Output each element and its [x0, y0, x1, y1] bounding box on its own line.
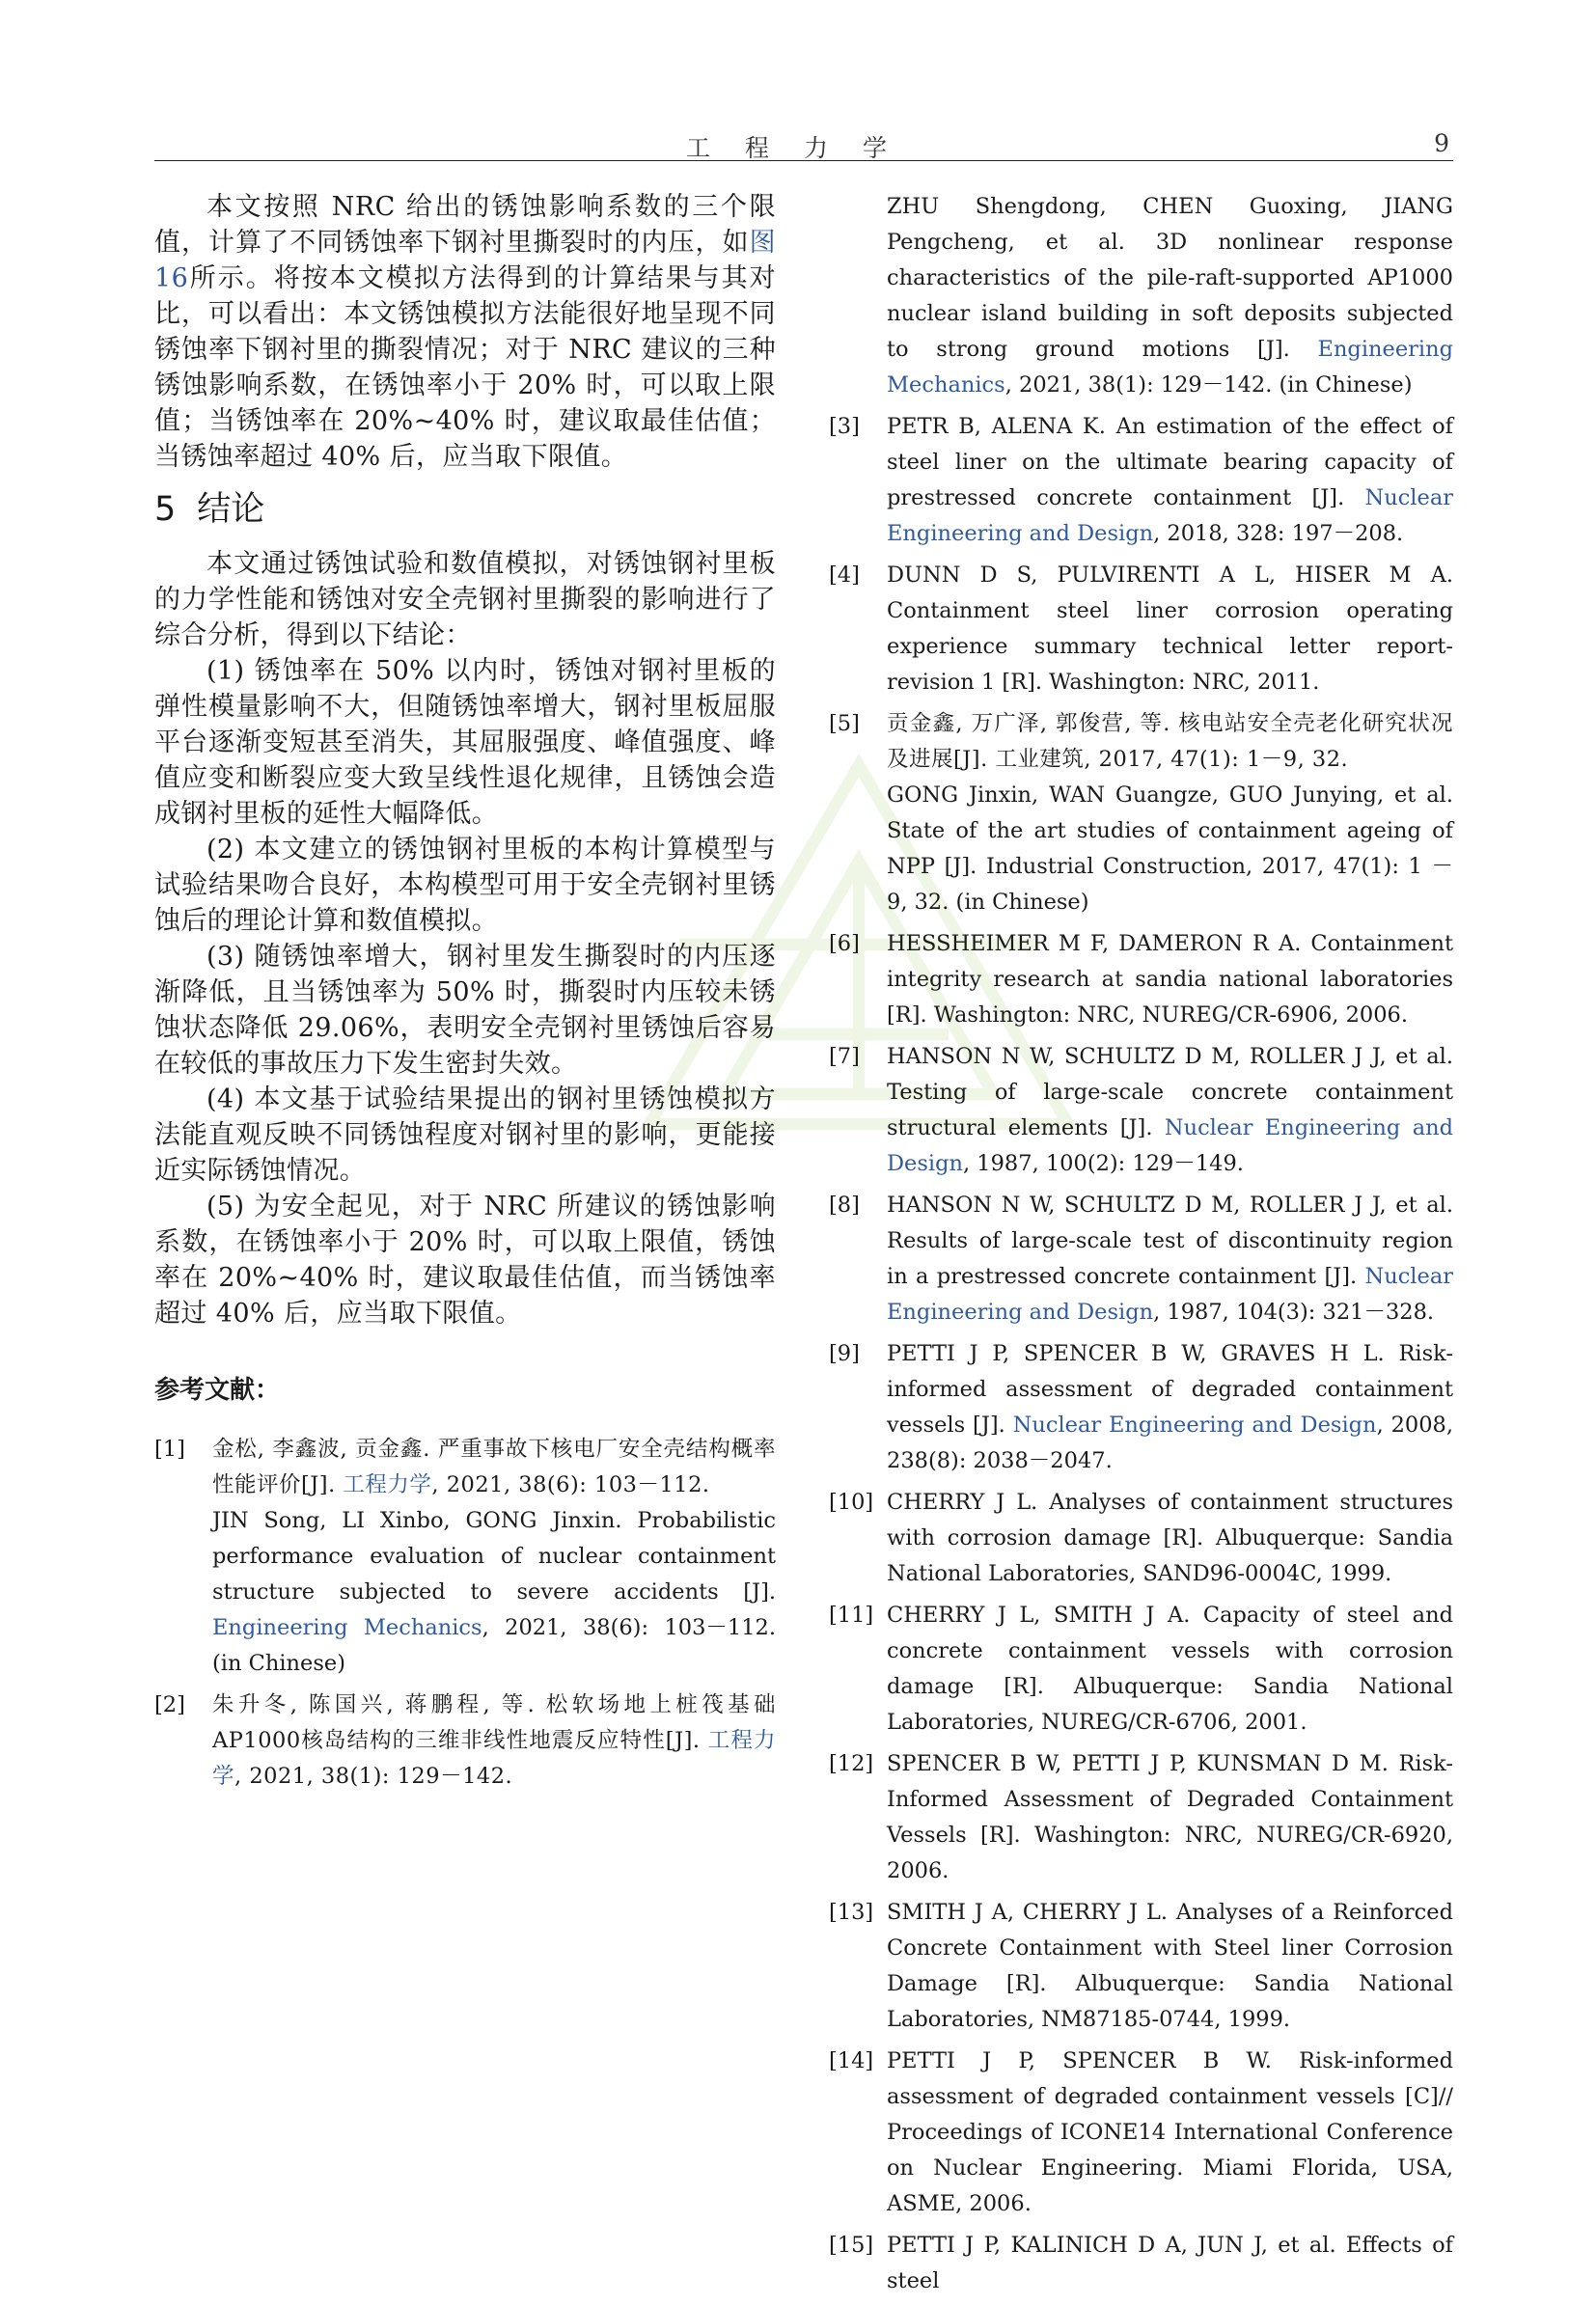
citation-link[interactable]: Engineering Mechanics — [887, 337, 1453, 398]
reference-entry — [829, 1746, 1453, 1889]
reference-english — [887, 1336, 1453, 1479]
reference-english — [212, 1503, 776, 1682]
intro-paragraph — [154, 189, 776, 475]
section-title: 结论 — [197, 490, 265, 529]
reference-number: [5] — [829, 711, 860, 736]
text-run: , 1987, 104(3): 321－328. — [1153, 1300, 1435, 1325]
text-run: CHERRY J L. Analyses of containment structures with corrosion damage [R]. Albuquerque: Sandia National Laboratories, SAND96-0004C, 1999. — [887, 1490, 1453, 1586]
left-column — [154, 189, 776, 1800]
conclusion-item: (1) 锈蚀率在 50% 以内时，锈蚀对钢衬里板的弹性模量影响不大，但随锈蚀率增大，钢衬里板屈服平台逐渐变短甚至消失，其屈服强度、峰值强度、峰值应变和断裂应变大致呈线性退化规律，且锈蚀会造成钢衬里板的延性大幅降低。 — [154, 656, 776, 829]
text-run: PETTI J P, KALINICH D A, JUN J, et al. Effects of steel — [887, 2233, 1453, 2293]
citation-link[interactable]: Nuclear Engineering and Design — [887, 1264, 1453, 1325]
reference-number: [15] — [829, 2233, 874, 2258]
text-run: , 2008, 238(8): 2038－2047. — [887, 1413, 1454, 1473]
reference-chinese — [212, 1432, 776, 1503]
reference-entry — [829, 706, 1453, 920]
references-heading: 参考文献： — [154, 1376, 281, 1405]
text-run: , 2021, 38(6): 103－112. (in Chinese) — [212, 1615, 776, 1676]
text-run: 金松, 李鑫波, 贡金鑫. 严重事故下核电厂安全壳结构概率性能评价[J]. — [212, 1437, 776, 1497]
text-run: GONG Jinxin, WAN Guangze, GUO Junying, et al. State of the art studies of containment ageing of NPP [J]. Industrial Construction, 2017, 47(1): 1 － 9, 32. (in Chinese) — [887, 782, 1453, 915]
reference-entry — [154, 1432, 776, 1682]
text-run: PETTI J P, SPENCER B W, GRAVES H L. Risk-informed assessment of degraded containment vessels [J]. — [887, 1341, 1453, 1438]
text-run: JIN Song, LI Xinbo, GONG Jinxin. Probabilistic performance evaluation of nuclear containment structure subjected to severe accidents [J]. — [212, 1508, 776, 1605]
reference-entry — [829, 926, 1453, 1033]
reference-entry — [829, 1188, 1453, 1331]
reference-entry — [829, 1485, 1453, 1592]
reference-english — [887, 2228, 1453, 2299]
reference-list — [154, 1432, 776, 1795]
text-run: HESSHEIMER M F, DAMERON R A. Containment integrity research at sandia national laboratories [R]. Washington: NRC, NUREG/CR-6906, 2006. — [887, 931, 1453, 1028]
text-run: , 2021, 38(1): 129－142. (in Chinese) — [1004, 372, 1413, 398]
page-number: 9 — [1434, 129, 1449, 157]
reference-entry — [829, 1039, 1453, 1182]
reference-entry — [829, 2044, 1453, 2222]
reference-english — [887, 1485, 1453, 1592]
text-run: ZHU Shengdong, CHEN Guoxing, JIANG Pengcheng, et al. 3D nonlinear response characteristics of the pile-raft-supported AP1000 nuclear island building in soft deposits subjected to strong ground motions [J]. — [887, 194, 1453, 362]
text-run: 本文按照 NRC 给出的锈蚀影响系数的三个限值，计算了不同锈蚀率下钢衬里撕裂时的内压，如 — [154, 192, 776, 258]
text-run: SPENCER B W, PETTI J P, KUNSMAN D M. Risk-Informed Assessment of Degraded Containment Vessels [R]. Washington: NRC, NUREG/CR-6920, 2006. — [887, 1751, 1453, 1883]
citation-link[interactable]: Nuclear Engineering and Design — [887, 485, 1453, 546]
reference-number: [2] — [154, 1692, 185, 1717]
reference-number: [12] — [829, 1751, 874, 1776]
reference-english — [887, 1188, 1453, 1331]
reference-english — [887, 558, 1453, 700]
citation-link[interactable]: 工程力学 — [212, 1728, 776, 1789]
text-run: , 1987, 100(2): 129－149. — [963, 1151, 1244, 1176]
running-header — [154, 125, 1453, 161]
text-run: HANSON N W, SCHULTZ D M, ROLLER J J, et al. Testing of large-scale concrete containment structural elements [J]. — [887, 1044, 1453, 1140]
citation-link[interactable]: Nuclear Engineering and Design — [1012, 1413, 1377, 1438]
text-run: , 2021, 38(6): 103－112. — [431, 1472, 710, 1497]
conclusion-item: (3) 随锈蚀率增大，钢衬里发生撕裂时的内压逐渐降低，且当锈蚀率为 50% 时，撕裂时内压较未锈蚀状态降低 29.06%，表明安全壳钢衬里锈蚀后容易在较低的事故压力下发生密封失效。 — [154, 942, 776, 1079]
reference-number: [10] — [829, 1490, 874, 1515]
reference-continuation — [829, 189, 1453, 403]
right-column — [829, 189, 1453, 2305]
section-heading — [154, 489, 776, 530]
reference-chinese — [887, 706, 1453, 778]
text-run: SMITH J A, CHERRY J L. Analyses of a Reinforced Concrete Containment with Steel liner Corrosion Damage [R]. Albuquerque: Sandia National Laboratories, NM87185-0744, 1999. — [887, 1900, 1453, 2032]
citation-link[interactable]: 工程力学 — [343, 1472, 432, 1497]
reference-english — [887, 1598, 1453, 1741]
text-run: HANSON N W, SCHULTZ D M, ROLLER J J, et al. Results of large-scale test of discontinuity region in a prestressed concrete containment [J]. — [887, 1193, 1453, 1289]
reference-english — [887, 926, 1453, 1033]
reference-number: [11] — [829, 1603, 874, 1628]
text-run: 朱升冬, 陈国兴, 蒋鹏程, 等. 松软场地上桩筏基础 AP1000核岛结构的三维非线性地震反应特性[J]. — [212, 1692, 776, 1753]
reference-english — [887, 409, 1453, 552]
reference-chinese — [212, 1688, 776, 1795]
reference-list — [829, 409, 1453, 2299]
text-run: DUNN D S, PULVIRENTI A L, HISER M A. Containment steel liner corrosion operating experience summary technical letter report-revision 1 [R]. Washington: NRC, 2011. — [887, 563, 1453, 695]
reference-entry — [829, 1598, 1453, 1741]
reference-english — [887, 1039, 1453, 1182]
reference-english — [887, 2044, 1453, 2222]
reference-entry — [154, 1688, 776, 1795]
text-run: , 2021, 38(1): 129－142. — [234, 1764, 513, 1789]
conclusion-item: (2) 本文建立的锈蚀钢衬里板的本构计算模型与试验结果吻合良好，本构模型可用于安全壳钢衬里锈蚀后的理论计算和数值模拟。 — [154, 835, 776, 936]
reference-entry — [829, 1895, 1453, 2038]
citation-link[interactable]: Engineering Mechanics — [212, 1615, 482, 1640]
reference-number: [6] — [829, 931, 860, 956]
journal-title: 工程力学 — [685, 134, 922, 162]
reference-number: [4] — [829, 563, 860, 588]
section-number: 5 — [154, 490, 177, 529]
reference-number: [9] — [829, 1341, 860, 1366]
conclusion-intro: 本文通过锈蚀试验和数值模拟，对锈蚀钢衬里板的力学性能和锈蚀对安全壳钢衬里撕裂的影响进行了综合分析，得到以下结论： — [154, 549, 776, 650]
conclusion-item: (5) 为安全起见，对于 NRC 所建议的锈蚀影响系数，在锈蚀率小于 20% 时，可以取上限值，锈蚀率在 20%~40% 时，建议取最佳估值，而当锈蚀率超过 40% 后，应当取下限值。 — [154, 1192, 776, 1329]
reference-entry — [829, 409, 1453, 552]
reference-entry — [829, 558, 1453, 700]
reference-number: [7] — [829, 1044, 860, 1069]
reference-number: [13] — [829, 1900, 874, 1925]
text-run: PETTI J P, SPENCER B W. Risk-informed assessment of degraded containment vessels [C]// Proceedings of ICONE14 International Conference on Nuclear Engineering. Miami Florida, USA, ASME, 2006. — [887, 2048, 1453, 2216]
text-run: , 2018, 328: 197－208. — [1153, 521, 1404, 546]
reference-english — [887, 1895, 1453, 2038]
reference-number: [8] — [829, 1193, 860, 1218]
text-run: CHERRY J L, SMITH J A. Capacity of steel and concrete containment vessels with corrosion damage [R]. Albuquerque: Sandia National Laboratories, NUREG/CR-6706, 2001. — [887, 1603, 1453, 1735]
conclusion-item: (4) 本文基于试验结果提出的钢衬里锈蚀模拟方法能直观反映不同锈蚀程度对钢衬里的影响，更能接近实际锈蚀情况。 — [154, 1084, 776, 1186]
reference-entry — [829, 2228, 1453, 2299]
reference-number: [14] — [829, 2048, 874, 2073]
text-run: 所示。将按本文模拟方法得到的计算结果与其对比，可以看出：本文锈蚀模拟方法能很好地呈现不同锈蚀率下钢衬里的撕裂情况；对于 NRC 建议的三种锈蚀影响系数，在锈蚀率小于 20% 时，可以取上限值；当锈蚀率在 20%~40% 时，建议取最佳估值；当锈蚀率超过 40% 后，应当取下限值。 — [154, 263, 776, 472]
reference-english — [887, 1746, 1453, 1889]
text-run: PETR B, ALENA K. An estimation of the effect of steel liner on the ultimate bearing capacity of prestressed concrete containment [J]. — [887, 414, 1453, 510]
reference-english — [887, 778, 1453, 920]
text-run: 贡金鑫, 万广泽, 郭俊营, 等. 核电站安全壳老化研究状况及进展[J]. 工业建筑, 2017, 47(1): 1－9, 32. — [887, 711, 1453, 772]
citation-link[interactable]: Nuclear Engineering and Design — [887, 1115, 1454, 1176]
citation-link[interactable]: 图 16 — [154, 228, 776, 293]
reference-number: [1] — [154, 1437, 185, 1462]
reference-number: [3] — [829, 414, 860, 439]
reference-entry — [829, 1336, 1453, 1479]
